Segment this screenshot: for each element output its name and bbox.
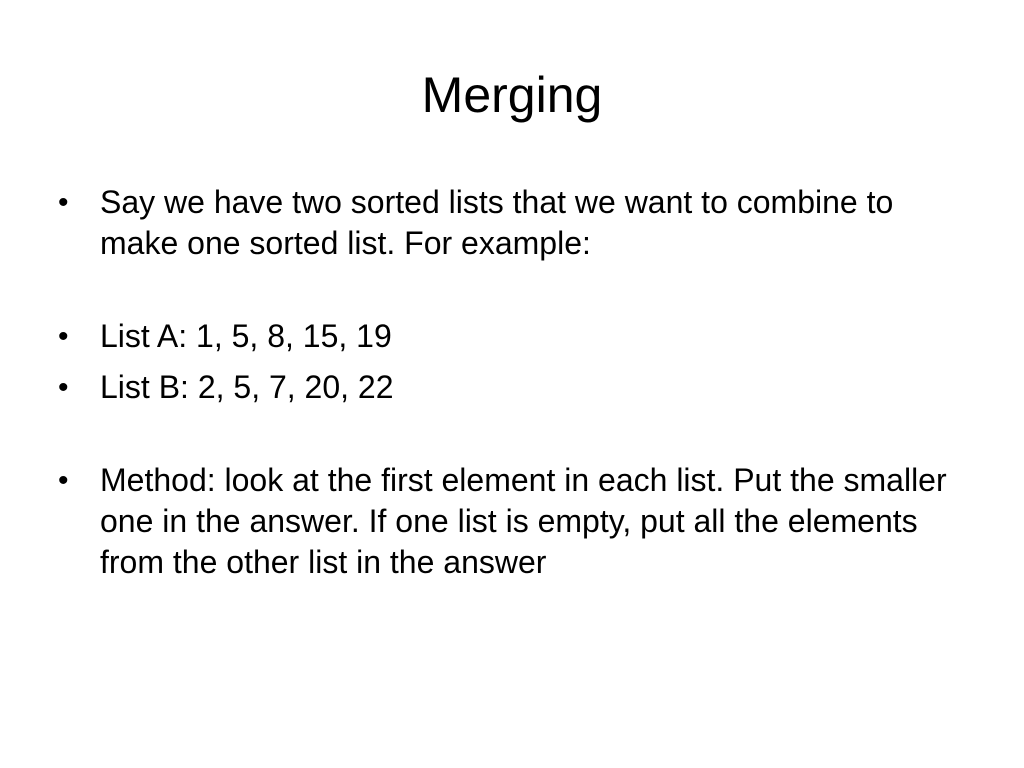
bullet-text: List A: 1, 5, 8, 15, 19 [100, 318, 392, 354]
bullet-dot-icon: • [58, 464, 69, 497]
bullet-text: List B: 2, 5, 7, 20, 22 [100, 369, 394, 405]
slide-title: Merging [421, 67, 603, 123]
bullet-method [56, 460, 966, 583]
bullet-list-b [56, 367, 966, 408]
bullet-list [56, 182, 966, 583]
bullet-dot-icon: • [58, 371, 69, 404]
bullet-dot-icon: • [58, 186, 69, 219]
bullet-text: Method: look at the first element in each list. Put the smaller one in the answer. If one list is empty, put all the elements from the other list in the answer [100, 462, 947, 580]
bullet-text: Say we have two sorted lists that we want to combine to make one sorted list. For example: [100, 184, 894, 261]
bullet-list-a [56, 316, 966, 357]
bullet-intro [56, 182, 966, 264]
bullet-dot-icon: • [58, 320, 69, 353]
